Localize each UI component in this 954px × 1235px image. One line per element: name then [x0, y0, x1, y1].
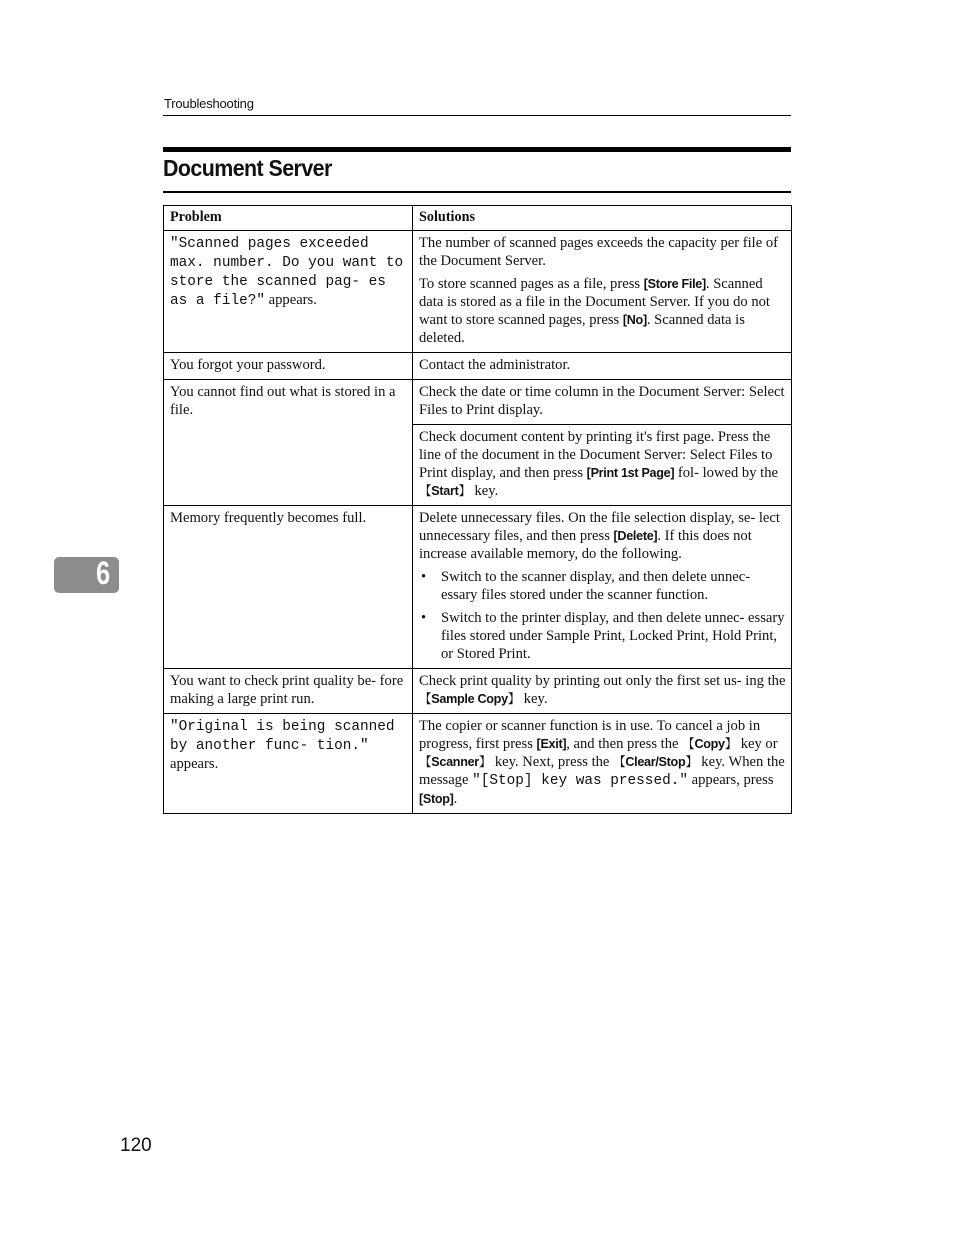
text-span: . Scanned data is stored as a file in the Document Server. If you do not want to store scanned pages, press	[419, 276, 770, 328]
bullet-list	[419, 568, 786, 663]
key-store-file: [Store File]	[643, 277, 706, 291]
column-header-problem: Problem	[164, 206, 413, 231]
solution-cell	[413, 506, 792, 669]
problem-cell: You cannot find out what is stored in a file.	[164, 380, 413, 506]
table-row	[164, 714, 792, 814]
bullet-item: • Switch to the scanner display, and then delete unnec- essary files stored under the scanner function.	[419, 568, 786, 604]
table-header-row	[164, 206, 792, 231]
solution-text: The number of scanned pages exceeds the capacity per file of the Document Server.	[419, 235, 779, 269]
problem-cell: You want to check print quality be- fore making a large print run.	[164, 669, 413, 714]
key-print-1st-page: [Print 1st Page]	[586, 466, 675, 480]
key-exit: [Exit]	[536, 737, 567, 751]
running-header: Troubleshooting	[164, 96, 254, 111]
solution-cell	[413, 669, 792, 714]
key-clear-stop: 【 Clear/Stop 】	[613, 755, 698, 769]
solution-cell	[413, 425, 792, 506]
key-stop: [Stop]	[419, 792, 454, 806]
text-span: key.	[470, 483, 499, 499]
key-sample-copy: 【 Sample Copy 】	[419, 692, 520, 706]
solution-text	[419, 509, 786, 563]
text-span: appears, press	[688, 772, 774, 788]
key-no: [No]	[622, 313, 647, 327]
solution-cell	[413, 714, 792, 814]
text-span: fol- lowed by the	[674, 465, 779, 481]
table-row	[164, 669, 792, 714]
text-span: Delete unnecessary files. On the file selection display, se- lect unnecessary files, and then press	[419, 510, 780, 544]
text-span: Check print quality by printing out only the first set us- ing the	[419, 673, 786, 689]
text-span: To store scanned pages as a file, press	[419, 276, 644, 292]
title-rule	[163, 191, 791, 193]
column-header-solutions: Solutions	[413, 206, 792, 231]
troubleshooting-table	[163, 205, 792, 814]
table-row	[164, 380, 792, 425]
stop-message: "[Stop] key was pressed."	[472, 773, 688, 789]
problem-message: "Original is being scanned by another func- tion."	[170, 719, 395, 754]
key-start: 【 Start 】	[419, 484, 471, 498]
bullet-item: • Switch to the printer display, and then delete unnec- essary files stored under Sample Print, Locked Print, Hold Print, or Stored Print.	[419, 609, 786, 663]
text-span: . Scanned data is deleted.	[419, 312, 745, 346]
problem-cell	[164, 714, 413, 814]
text-span: .	[453, 791, 458, 807]
text-span: . If this does not increase available memory, do the following.	[419, 528, 752, 562]
text-span: , and then press the	[566, 736, 683, 752]
problem-suffix: appears.	[265, 292, 317, 308]
text-span: key or	[737, 736, 778, 752]
solution-cell: Contact the administrator.	[413, 353, 792, 380]
problem-cell: Memory frequently becomes full.	[164, 506, 413, 669]
text-span: key. When the message	[419, 754, 785, 788]
key-scanner: 【 Scanner 】	[419, 755, 491, 769]
problem-suffix: appears.	[170, 756, 219, 772]
title-bar	[163, 147, 791, 152]
table-row	[164, 353, 792, 380]
table-row	[164, 506, 792, 669]
key-copy: 【 Copy 】	[682, 737, 737, 751]
solution-cell	[413, 231, 792, 353]
text-span: key.	[520, 691, 548, 707]
text-span: key. Next, press the	[491, 754, 614, 770]
header-rule	[163, 115, 791, 116]
text-span: Check document content by printing it's first page. Press the line of the document in the Document Server: Select Files to Print display, and then press	[419, 429, 773, 481]
text-span: The copier or scanner function is in use. To cancel a job in progress, first press	[419, 718, 761, 752]
key-delete: [Delete]	[613, 529, 658, 543]
solution-text	[419, 275, 786, 347]
section-title: Document Server	[163, 155, 332, 181]
chapter-number: 6	[96, 555, 111, 591]
problem-cell: You forgot your password.	[164, 353, 413, 380]
problem-message: "Scanned pages exceeded max. number. Do you want to store the scanned pag- es as a file?"	[170, 236, 404, 309]
solution-cell: Check the date or time column in the Document Server: Select Files to Print display.	[413, 380, 792, 425]
page-number: 120	[120, 1135, 152, 1156]
problem-cell	[164, 231, 413, 353]
table-row	[164, 231, 792, 353]
